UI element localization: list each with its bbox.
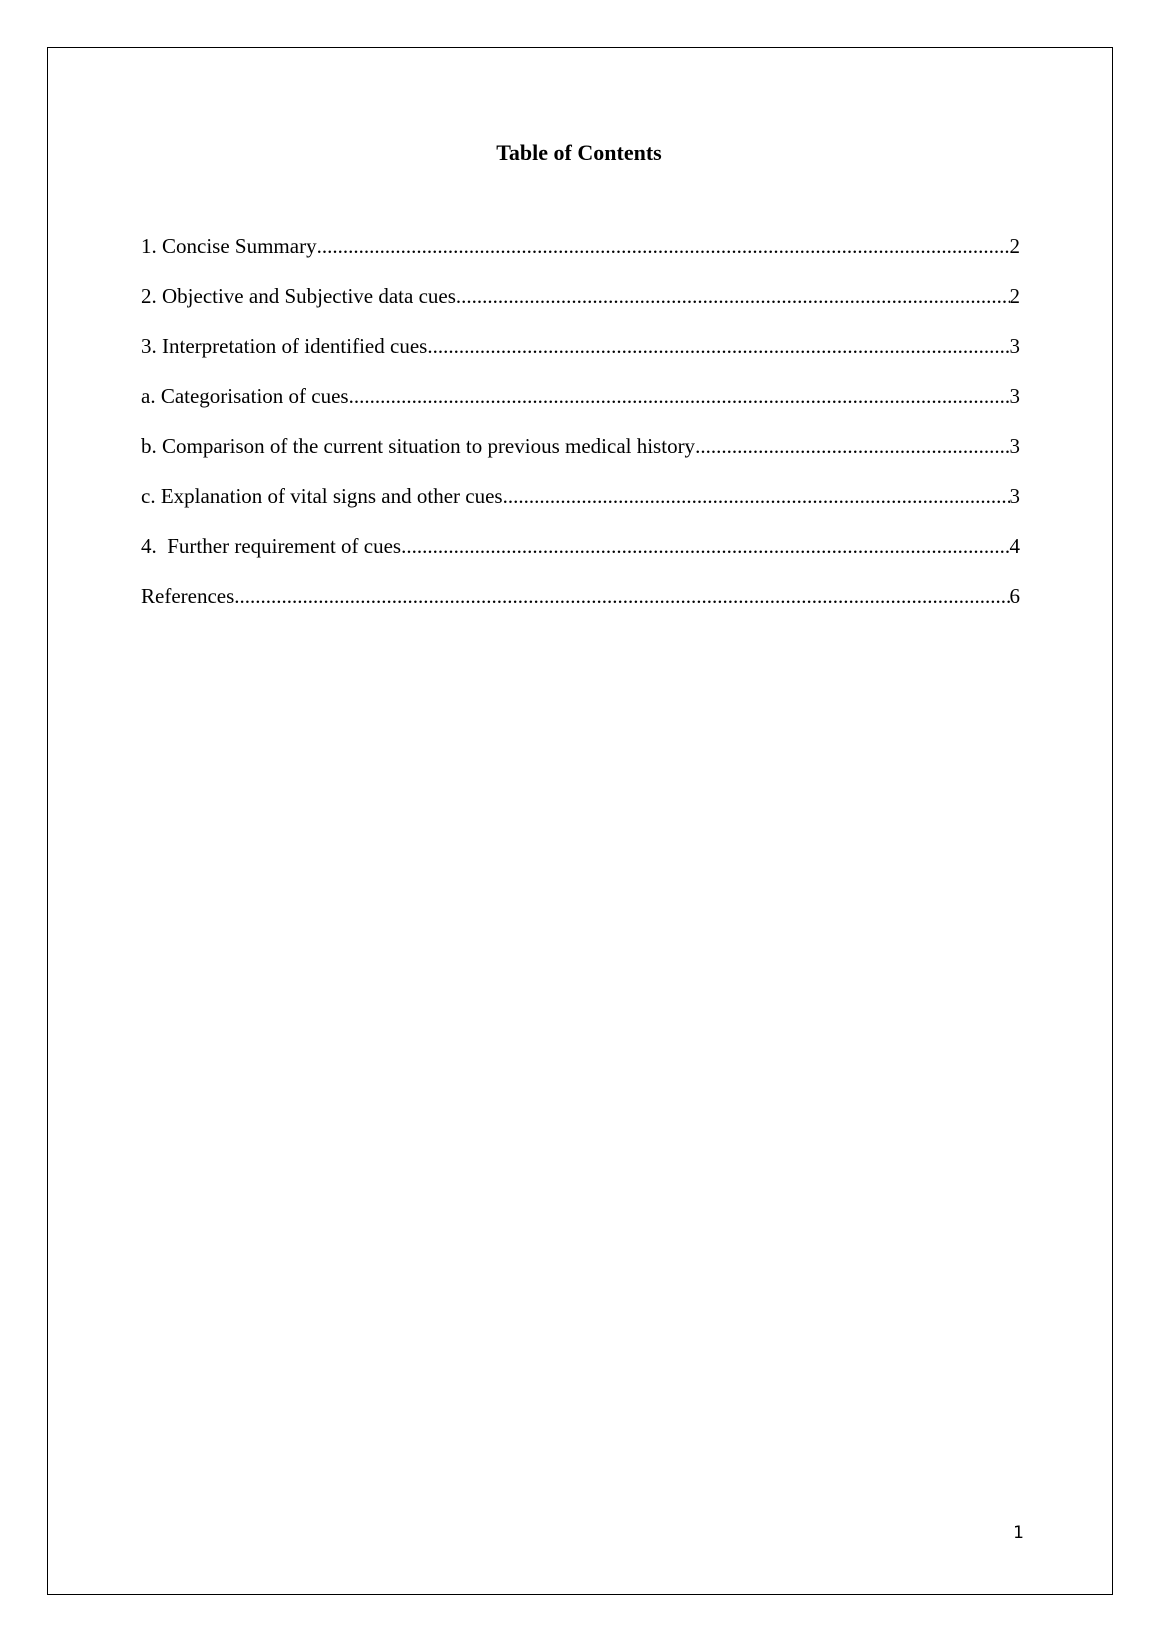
toc-entry-label: References [141, 584, 235, 608]
toc-entry-label: 3. Interpretation of identified cues [141, 334, 428, 358]
toc-entry-page: 3 [1009, 384, 1020, 408]
page-title: Table of Contents [496, 140, 662, 165]
toc-entry-label: b. Comparison of the current situation to previous medical history [141, 434, 696, 458]
toc-dot-leader [234, 582, 1009, 610]
toc-entry-page: 3 [1009, 434, 1020, 458]
toc-entry-categorisation[interactable] [141, 382, 1020, 432]
toc-entry-page: 2 [1009, 234, 1020, 258]
toc-entry-data-cues[interactable] [141, 282, 1020, 332]
toc-entry-concise-summary[interactable] [141, 232, 1020, 282]
toc-entry-interpretation[interactable] [141, 332, 1020, 382]
toc-dot-leader [456, 282, 1010, 310]
toc-entry-page: 3 [1009, 484, 1020, 508]
toc-entry-label: 1. Concise Summary [141, 234, 317, 258]
toc-entry-label: 2. Objective and Subjective data cues [141, 284, 456, 308]
toc-dot-leader [503, 482, 1010, 510]
toc-dot-leader [317, 232, 1010, 260]
toc-entry-page: 4 [1009, 534, 1020, 558]
toc-entry-comparison[interactable] [141, 432, 1020, 482]
toc-dot-leader [427, 332, 1009, 360]
toc-entry-page: 2 [1009, 284, 1020, 308]
toc-dot-leader [401, 532, 1009, 560]
toc-entry-references[interactable] [141, 582, 1020, 632]
toc-entry-further-requirement[interactable] [141, 532, 1020, 582]
toc-entry-page: 3 [1009, 334, 1020, 358]
toc-entry-label: c. Explanation of vital signs and other cues [141, 484, 503, 508]
toc-entry-vital-signs[interactable] [141, 482, 1020, 532]
toc-entry-page: 6 [1009, 584, 1020, 608]
toc-entry-label: 4. Further requirement of cues [141, 534, 402, 558]
toc-list [141, 232, 1020, 632]
page-number: 1 [1013, 1523, 1024, 1543]
toc-entry-label: a. Categorisation of cues [141, 384, 349, 408]
toc-dot-leader [695, 432, 1009, 460]
toc-dot-leader [349, 382, 1010, 410]
